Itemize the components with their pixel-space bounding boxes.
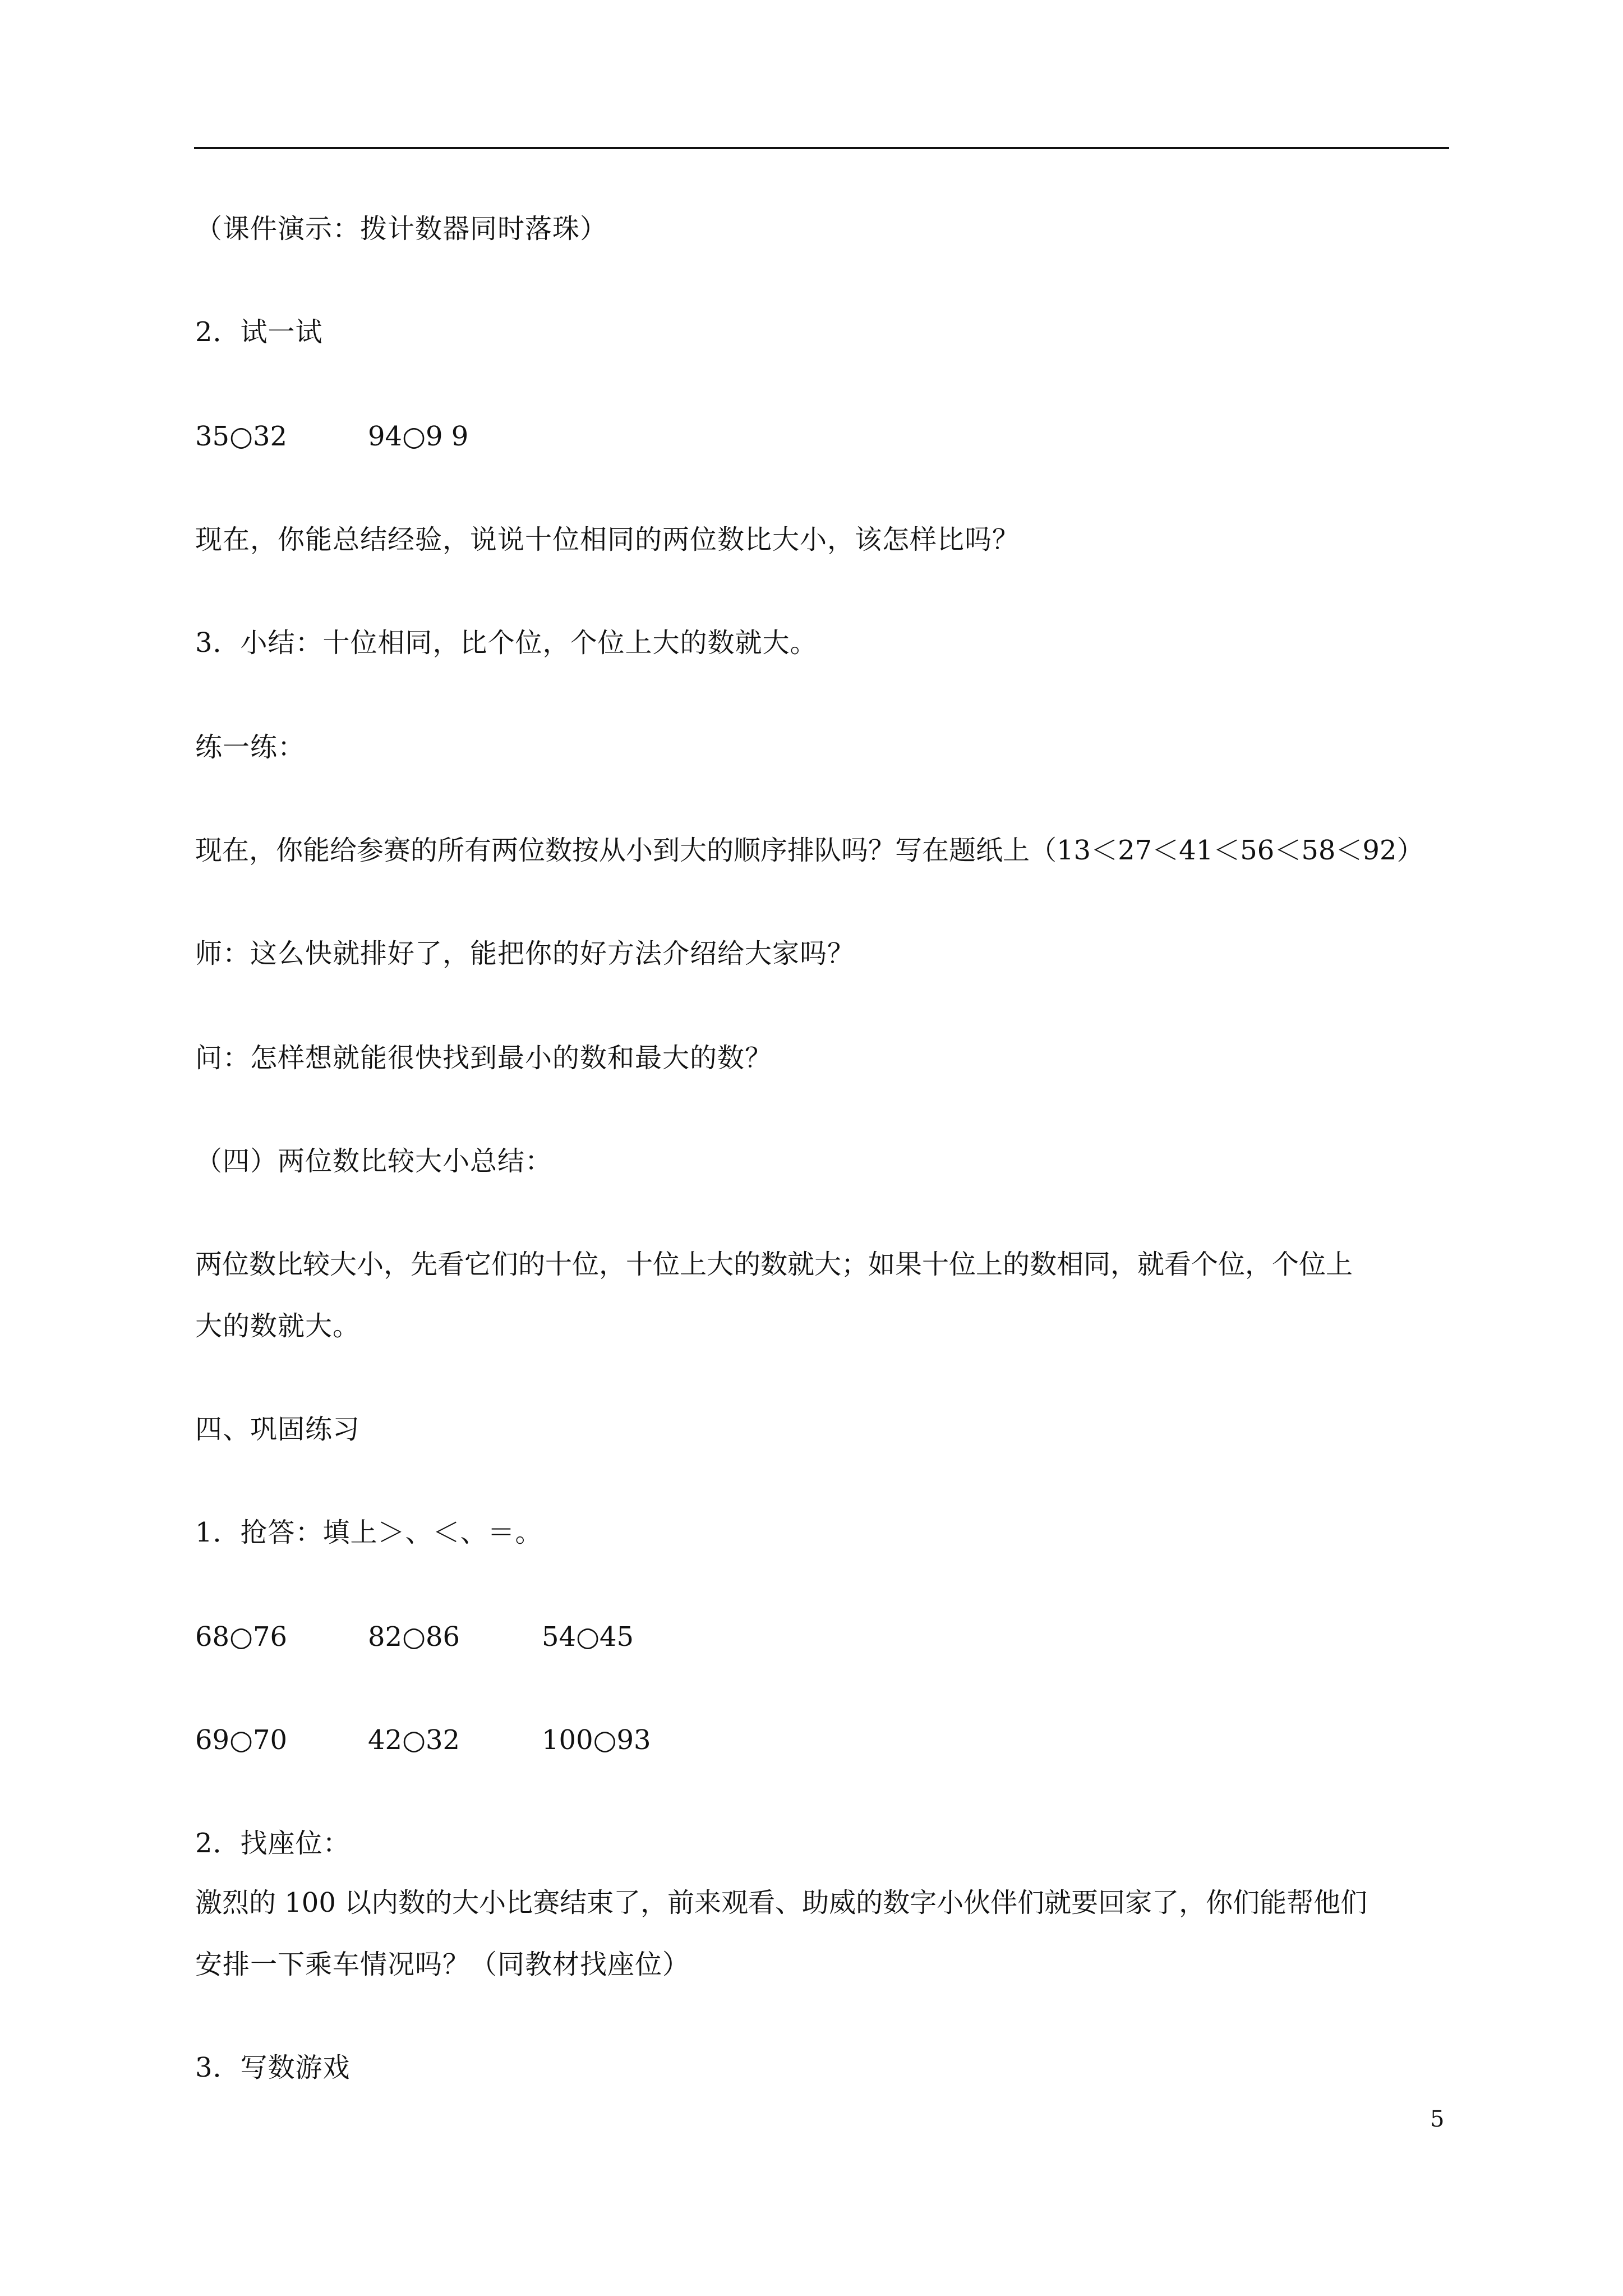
- compare-row2-a: 69○70: [195, 1724, 288, 1756]
- compare-1a: 35○32: [195, 421, 288, 452]
- compare-1b: 94○9 9: [368, 421, 469, 452]
- compare-row1-a: 68○76: [195, 1621, 288, 1653]
- summary-paragraph-line-2: 大的数就大。: [195, 1310, 361, 1342]
- write-game: 3．写数游戏: [195, 2052, 351, 2083]
- try-heading: 2．试一试: [195, 316, 323, 348]
- question-summary: 现在，你能总结经验，说说十位相同的两位数比大小，该怎样比吗？: [195, 524, 1020, 555]
- order-question: 现在，你能给参赛的所有两位数按从小到大的顺序排队吗？写在题纸上（13＜27＜41＜56＜58＜92）: [195, 835, 1424, 866]
- find-seat-heading: 2．找座位：: [195, 1828, 351, 1859]
- quick-answer: 1．抢答：填上＞、＜、＝。: [195, 1517, 543, 1548]
- consolidation-heading: 四、巩固练习: [195, 1414, 361, 1445]
- compare-row1-b: 82○86: [368, 1621, 460, 1653]
- page-number: 5: [1430, 2106, 1445, 2132]
- compare-row1-c: 54○45: [542, 1621, 634, 1653]
- demo-note: （课件演示：拨计数器同时落珠）: [195, 213, 608, 245]
- header-rule: [194, 147, 1449, 149]
- ask-line: 问：怎样想就能很快找到最小的数和最大的数？: [195, 1042, 773, 1074]
- practice-heading: 练一练：: [195, 731, 306, 763]
- teacher-line: 师：这么快就排好了，能把你的好方法介绍给大家吗？: [195, 938, 855, 969]
- summary-paragraph-line-1: 两位数比较大小，先看它们的十位，十位上大的数就大；如果十位上的数相同，就看个位，个位上: [195, 1249, 1353, 1280]
- find-seat-paragraph-line-1: 激烈的 100 以内数的大小比赛结束了，前来观看、助威的数字小伙伴们就要回家了，你们能帮他们: [195, 1887, 1368, 1918]
- compare-row2-c: 100○93: [542, 1724, 651, 1756]
- summary-3: 3．小结：十位相同，比个位，个位上大的数就大。: [195, 627, 818, 659]
- compare-row2-b: 42○32: [368, 1724, 460, 1756]
- section-4-heading: （四）两位数比较大小总结：: [195, 1145, 553, 1177]
- find-seat-paragraph-line-2: 安排一下乘车情况吗？（同教材找座位）: [195, 1949, 690, 1980]
